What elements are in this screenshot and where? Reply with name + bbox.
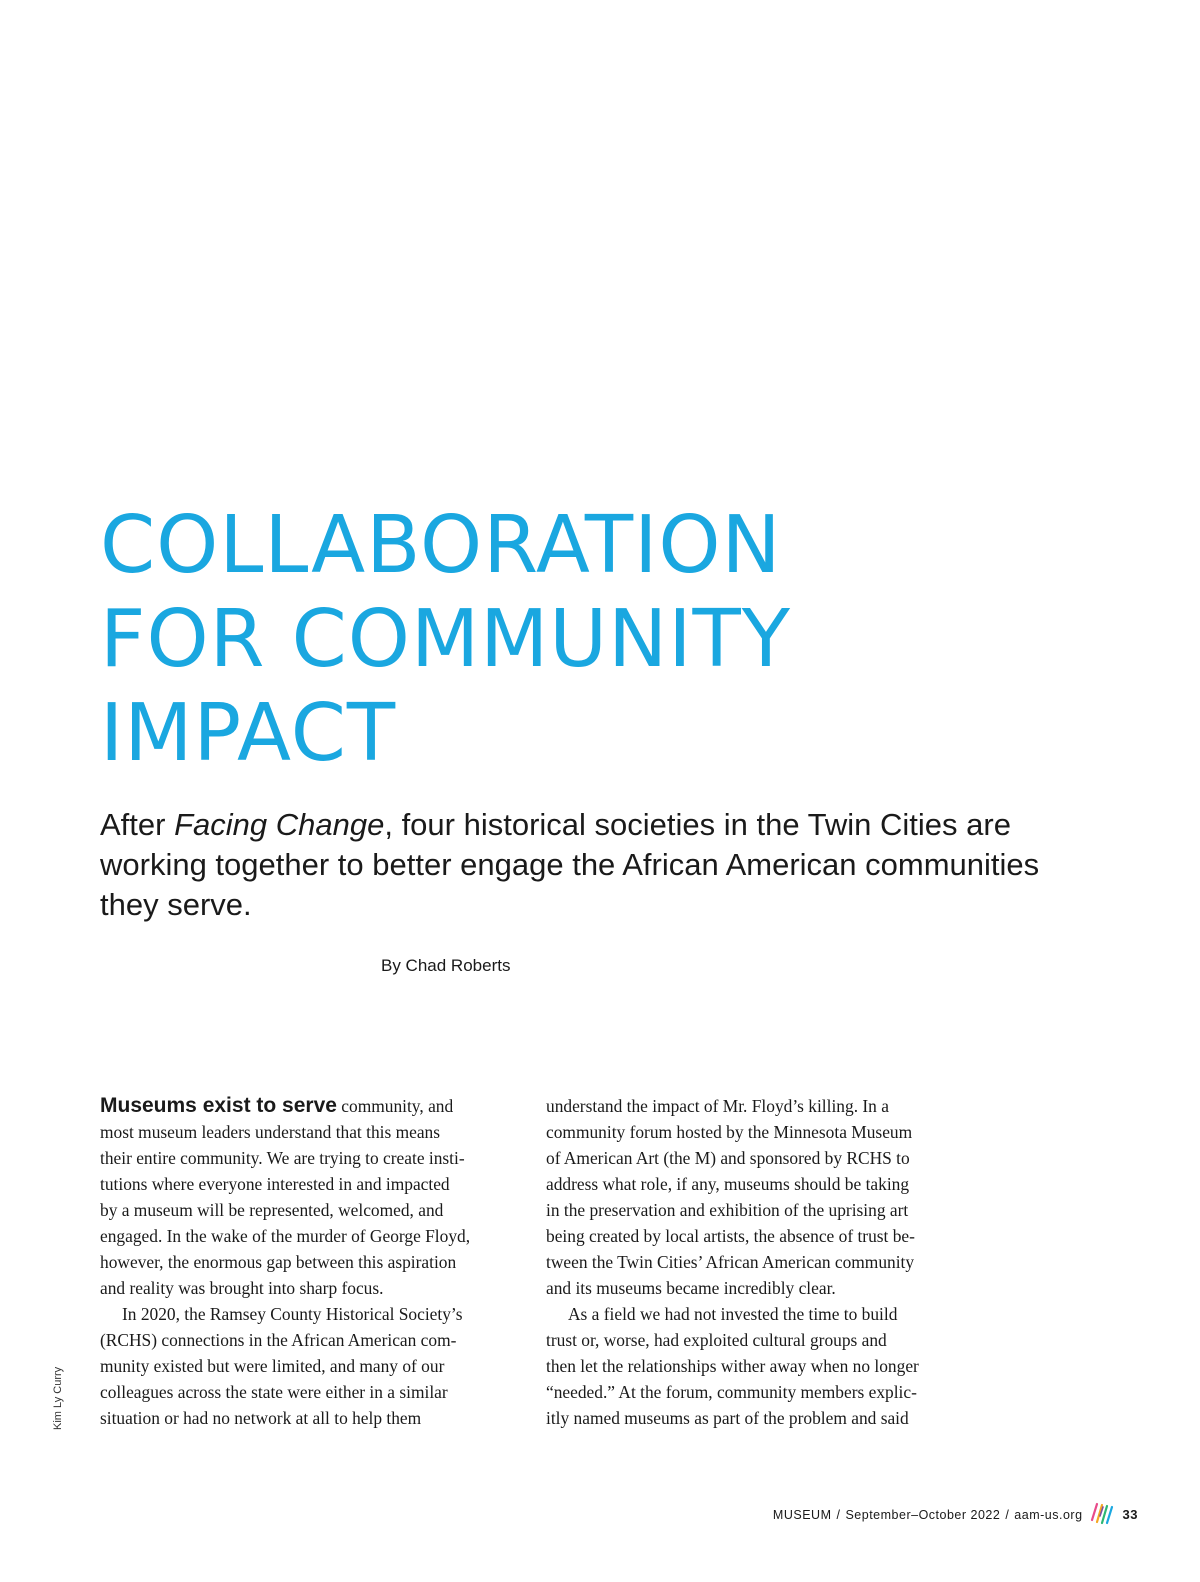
body-line: munity existed but were limited, and many of our xyxy=(100,1356,445,1376)
body-line: tutions where everyone interested in and impacted xyxy=(100,1174,450,1194)
body-line: and reality was brought into sharp focus. xyxy=(100,1278,384,1298)
deck-text-end: , four historical societies in the Twin Cities are working together to better engage the African American communities they serve. xyxy=(100,807,1040,922)
body-line: most museum leaders understand that this means xyxy=(100,1122,441,1142)
body-line: (RCHS) connections in the African American com- xyxy=(100,1330,457,1350)
body-line: community forum hosted by the Minnesota Museum xyxy=(546,1122,913,1142)
body-line: tween the Twin Cities’ African American community xyxy=(546,1252,915,1272)
body-line: their entire community. We are trying to create insti- xyxy=(100,1148,465,1168)
body-line: address what role, if any, museums should be taking xyxy=(546,1174,910,1194)
body-line: itly named museums as part of the problem and said xyxy=(546,1408,909,1428)
body-line: and its museums became incredibly clear. xyxy=(546,1278,836,1298)
headline-line: COLLABORATION xyxy=(100,499,782,591)
photo-credit: Kim Ly Curry xyxy=(52,1366,64,1430)
body-line: situation or had no network at all to help them xyxy=(100,1408,422,1428)
body-line: “needed.” At the forum, community members explic- xyxy=(546,1382,917,1402)
page-number: 33 xyxy=(1122,1507,1138,1522)
body-column-right xyxy=(546,1093,978,1431)
body-line: of American Art (the M) and sponsored by RCHS to xyxy=(546,1148,910,1168)
body-line: understand the impact of Mr. Floyd’s killing. In a xyxy=(546,1096,889,1116)
lead-in: Museums exist to serve xyxy=(100,1094,337,1117)
deck-italic-title: Facing Change xyxy=(174,807,385,842)
issue-date: September–October 2022 xyxy=(845,1507,1001,1522)
body-line: As a field we had not invested the time to build xyxy=(568,1304,898,1324)
body-line: being created by local artists, the absence of trust be- xyxy=(546,1226,915,1246)
deck-subtitle xyxy=(100,805,1060,925)
headline xyxy=(100,498,791,780)
body-line: however, the enormous gap between this aspiration xyxy=(100,1252,457,1272)
aam-stripes-logo-icon xyxy=(1089,1500,1115,1529)
body-line: colleagues across the state were either in a similar xyxy=(100,1382,448,1402)
magazine-name: MUSEUM xyxy=(772,1507,832,1522)
body-line: trust or, worse, had exploited cultural groups and xyxy=(546,1330,887,1350)
headline-line: FOR COMMUNITY xyxy=(100,593,792,685)
page-footer xyxy=(773,1500,1138,1529)
body-line: then let the relationships wither away when no longer xyxy=(546,1356,919,1376)
body-line: engaged. In the wake of the murder of George Floyd, xyxy=(100,1226,471,1246)
headline-line: IMPACT xyxy=(100,687,397,779)
footer-separator: / xyxy=(836,1507,841,1522)
body-line: by a museum will be represented, welcomed, and xyxy=(100,1200,444,1220)
body-line-text: community, and xyxy=(336,1096,454,1116)
deck-text-start: After xyxy=(100,807,175,842)
footer-separator: / xyxy=(1005,1507,1010,1522)
body-line: In 2020, the Ramsey County Historical Society’s xyxy=(122,1304,463,1324)
body-column-left xyxy=(100,1093,532,1431)
website[interactable]: aam-us.org xyxy=(1014,1507,1083,1522)
byline: By Chad Roberts xyxy=(381,956,511,975)
body-line xyxy=(100,1093,532,1119)
body-line: in the preservation and exhibition of the uprising art xyxy=(546,1200,909,1220)
